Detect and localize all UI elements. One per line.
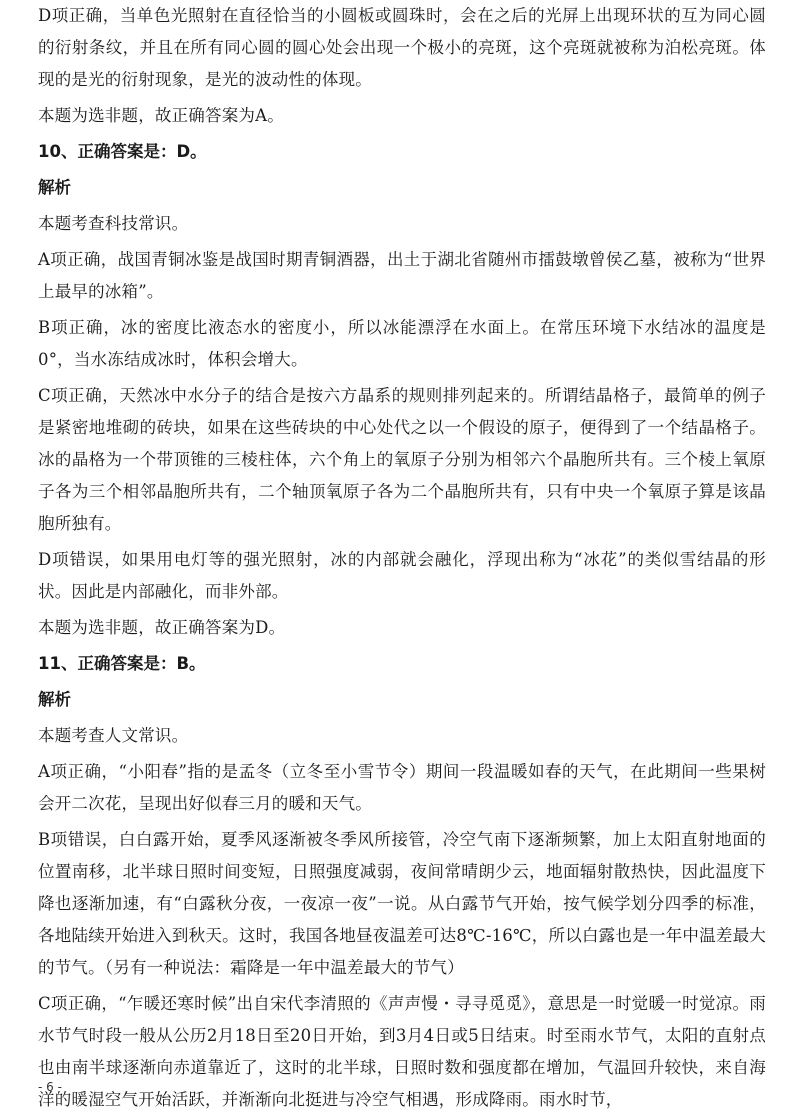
paragraph-c-ice-crystal: C项正确，天然冰中水分子的结合是按六方晶系的规则排列起来的。所谓结晶格子，最简单的例子是紧密地堆砌的砖块，如果在这些砖块的中心处代之以一个假设的原子，便得到了一个结晶格子。冰的晶格为一个带顶锥的三棱柱体，六个角上的氧原子分别为相邻六个晶胞所共有。三个棱上氧原子各为三个相邻晶胞所共有，二个轴顶氧原子各为二个晶胞所共有，只有中央一个氧原子算是该晶胞所独有。 — [38, 386, 766, 533]
heading-answer-10: 10、正确答案是：D。 — [38, 142, 207, 161]
page-number: - 6 - — [38, 1080, 62, 1094]
paragraph-d-ice-flower: D项错误，如果用电灯等的强光照射，冰的内部就会融化，浮现出称为“冰花”的类似雪结晶的形状。因此是内部融化，而非外部。 — [38, 550, 766, 601]
paragraph-a-bronze-ice: A项正确，战国青铜冰鉴是战国时期青铜酒器，出土于湖北省随州市擂鼓墩曾侯乙墓，被称为“世界上最早的冰箱”。 — [38, 250, 766, 301]
paragraph-b-white-dew: B项错误，白白露开始，夏季风逐渐被冬季风所接管，冷空气南下逐渐频繁，加上太阳直射地面的位置南移，北半球日照时间变短，日照强度减弱，夜间常晴朗少云，地面辐射散热快，因此温度下降也逐渐加速，有“白露秋分夜，一夜凉一夜”一说。从白露节气开始，按气候学划分四季的标准，各地陆续开始进入到秋天。这时，我国各地昼夜温差可达8℃-16℃，所以白露也是一年中温差最大的节气。（另有一种说法：霜降是一年中温差最大的节气） — [38, 830, 766, 977]
heading-analysis-10: 解析 — [38, 178, 71, 197]
paragraph-c-rain-water: C项正确，“乍暖还寒时候”出自宋代李清照的《声声慢・寻寻觅觅》，意思是一时觉暖一时觉凉。雨水节气时段一般从公历2月18日至20日开始，到3月4日或5日结束。时至雨水节气，太阳的直射点也由南半球逐渐向赤道靠近了，这时的北半球，日照时数和强度都在增加，气温回升较快，来自海洋的暖湿空气开始活跃，并渐渐向北挺进与冷空气相遇，形成降雨。雨水时节， — [38, 994, 766, 1109]
paragraph-a-little-spring: A项正确，“小阳春”指的是孟冬（立冬至小雪节令）期间一段温暖如春的天气，在此期间一些果树会开二次花，呈现出好似春三月的暖和天气。 — [38, 762, 766, 813]
paragraph-topic-11: 本题考查人文常识。 — [38, 726, 189, 745]
paragraph-d-poisson: D项正确，当单色光照射在直径恰当的小圆板或圆珠时，会在之后的光屏上出现环状的互为同心圆的衍射条纹，并且在所有同心圆的圆心处会出现一个极小的亮斑，这个亮斑就被称为泊松亮斑。体现的是光的衍射现象，是光的波动性的体现。 — [38, 6, 766, 89]
paragraph-answer-10: 本题为选非题，故正确答案为D。 — [38, 618, 286, 637]
paragraph-topic-10: 本题考查科技常识。 — [38, 214, 189, 233]
paragraph-answer-9: 本题为选非题，故正确答案为A。 — [38, 106, 284, 125]
heading-analysis-11: 解析 — [38, 690, 71, 709]
document-page — [38, 0, 766, 1120]
paragraph-b-ice-density: B项正确，冰的密度比液态水的密度小，所以冰能漂浮在水面上。在常压环境下水结冰的温度是0°，当水冻结成冰时，体积会增大。 — [38, 318, 766, 369]
heading-answer-11: 11、正确答案是：B。 — [38, 654, 206, 673]
